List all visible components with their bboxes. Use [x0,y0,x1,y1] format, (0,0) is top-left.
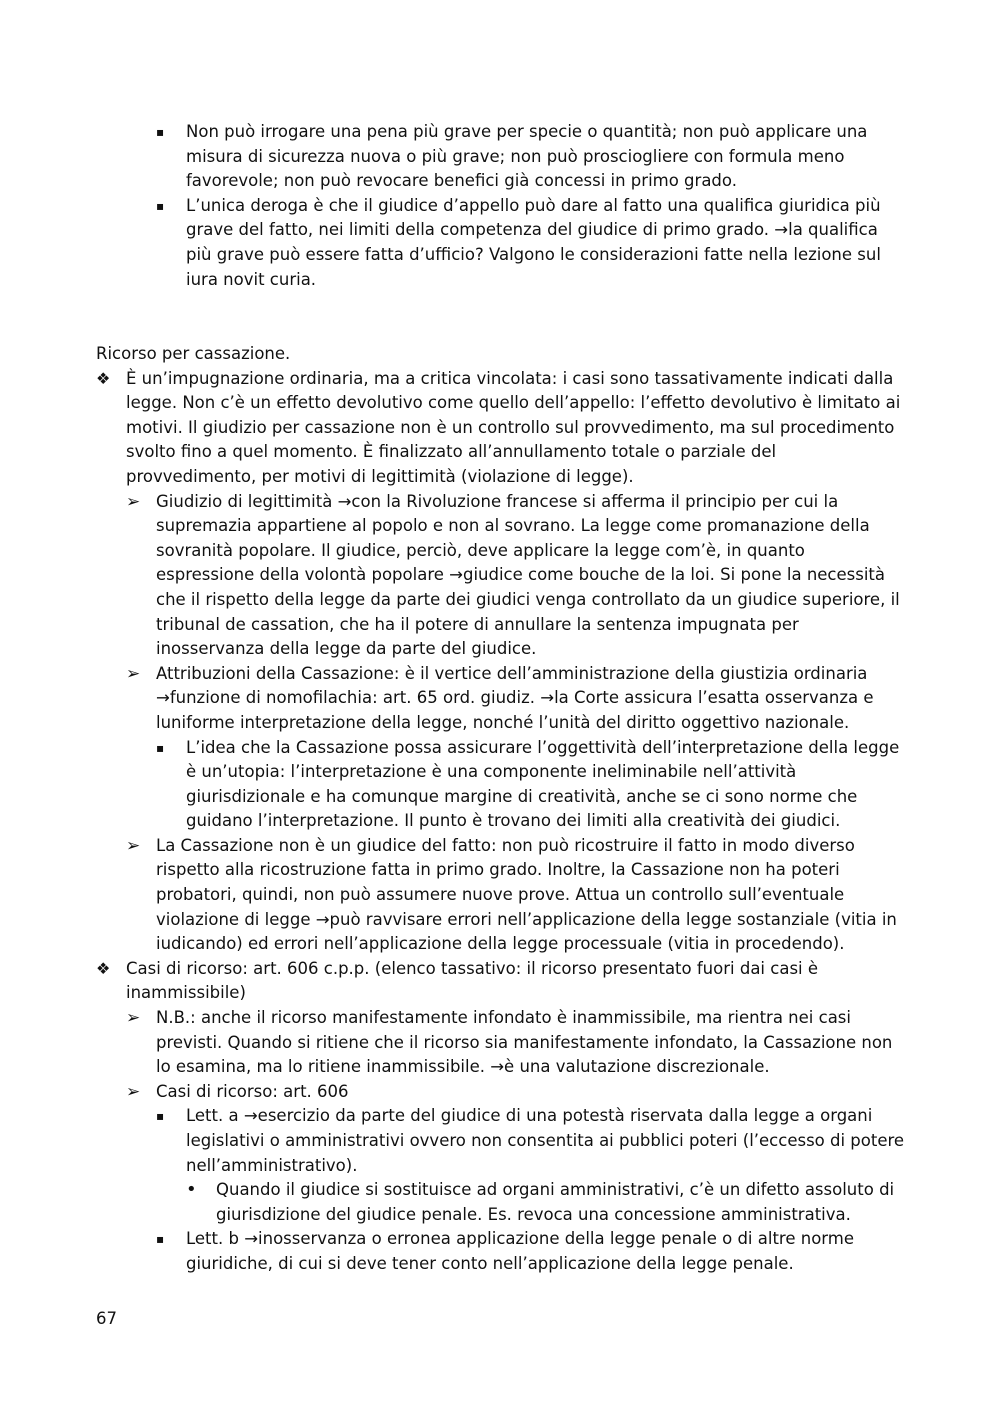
list-item-text: La Cassazione non è un giudice del fatto: non può ricostruire il fatto in modo diverso rispetto alla ricostruzione fatta in primo grado. Inoltre, la Cassazione non ha poteri probatori, quindi, non può assumere nuove prove. Attua un controllo sull’eventuale violazione di legge →può ravvisare errori nell’applicazione della legge sostanziale (vitia in iudicando) ed errori nell’applicazione della legge processuale (vitia in procedendo). [156,835,897,954]
list-item [156,1104,906,1178]
list-item [126,1080,906,1105]
section-ricorso-cassazione [0,342,906,1277]
list-item-text: Non può irrogare una pena più grave per specie o quantità; non può applicare una misura di sicurezza nuova o più grave; non può prosciogliere con formula meno favorevole; non può revocare benefici già concessi in primo grado. [186,122,868,191]
list-item-text: È un’impugnazione ordinaria, ma a critica vincolata: i casi sono tassativamente indicati dalla legge. Non c’è un effetto devolutivo come quello dell’appello: l’effetto devolutivo è limitato ai motivi. Il giudizio per cassazione non è un controllo sul provvedimento, ma sul procedimento svolto fino a quel momento. È finalizzato all’annullamento totale o parziale del provvedimento, per motivi di legittimità (violazione di legge). [126,368,901,486]
list-item [156,1227,906,1276]
list-item-text: Giudizio di legittimità →con la Rivoluzione francese si afferma il principio per cui la supremazia appartiene al popolo e non al sovrano. La legge come promanazione della sovranità popolare. Il giudice, perciò, deve applicare la legge com’è, in quanto espressione della volontà popolare →giudice come bouche de la loi. Si pone la necessità che il rispetto della legge da parte dei giudici venga controllato da un giudice superiore, il tribunal de cassation, che ha il potere di annullare la sentenza impugnata per inosservanza della legge da parte del giudice. [156,491,900,659]
list-item-text: N.B.: anche il ricorso manifestamente infondato è inammissibile, ma rientra nei casi previsti. Quando si ritiene che il ricorso sia manifestamente infondato, la Cassazione non lo esamina, ma lo ritiene inammissibile. →è una valutazione discrezionale. [156,1008,893,1077]
page-number: 67 [96,1309,117,1328]
arrow-bullet-icon: ➢ [126,491,141,512]
list-item [156,194,906,292]
list-item-text: L’unica deroga è che il giudice d’appello può dare al fatto una qualifica giuridica più grave del fatto, nei limiti della competenza del giudice di primo grado. →la qualifica più grave può essere fatta d’ufficio? Valgono le considerazioni fatte nella lezione sul iura novit curia. [186,195,881,289]
list-item [156,736,906,834]
square-bullet-icon: ▪ [156,198,165,213]
list-item [126,662,906,736]
arrow-bullet-icon: ➢ [126,663,141,684]
dot-bullet-icon: • [186,1179,197,1201]
list-item [156,120,906,194]
list-item-text: Attribuzioni della Cassazione: è il vertice dell’amministrazione della giustizia ordinaria →funzione di nomofilachia: art. 65 ord. giudiz. →la Corte assicura l’esatta osservanza e luniforme interpretazione della legge, nonché l’unità del diritto oggettivo nazionale. [156,663,874,732]
list-item-text: Lett. a →esercizio da parte del giudice di una potestà riservata dalla legge a organi legislativi o amministrativi ovvero non consentita ai pubblici poteri (l’eccesso di potere nell’amministrativo). [186,1106,905,1175]
section-title: Ricorso per cassazione. [96,344,291,363]
square-bullet-icon: ▪ [156,125,165,139]
diamond-bullet-icon: ❖ [96,368,111,388]
list-item-text: Lett. b →inosservanza o erronea applicazione della legge penale o di altre norme giuridiche, di cui si deve tener conto nell’applicazione della legge penale. [186,1229,855,1273]
list-item [126,1006,906,1080]
list-item-text: Casi di ricorso: art. 606 c.p.p. (elenco tassativo: il ricorso presentato fuori dai casi è inammissibile) [126,958,819,1003]
list-item [186,1178,906,1227]
arrow-bullet-icon: ➢ [126,835,141,856]
arrow-bullet-icon: ➢ [126,1081,141,1102]
diamond-bullet-icon: ❖ [96,958,111,978]
list-item-text: Casi di ricorso: art. 606 [156,1081,349,1101]
intro-bullet-list [0,120,906,292]
list-item-text: Quando il giudice si sostituisce ad organi amministrativi, c’è un difetto assoluto di giurisdizione del giudice penale. Es. revoca una concessione amministrativa. [216,1180,895,1224]
list-item [96,957,906,1006]
square-bullet-icon: ▪ [156,1109,165,1124]
list-item [126,834,906,957]
square-bullet-icon: ▪ [156,740,165,755]
list-item-text: L’idea che la Cassazione possa assicurare l’oggettività dell’interpretazione della legge è un’utopia: l’interpretazione è una componente ineliminabile nell’attività giurisdizionale e ha comunque margine di creatività, anche se ci sono norme che guidano l’interpretazione. Il punto è trovano dei limiti alla creatività dei giudici. [186,737,900,831]
list-item [96,367,906,490]
arrow-bullet-icon: ➢ [126,1008,141,1029]
square-bullet-icon: ▪ [156,1232,165,1247]
list-item [126,490,906,662]
